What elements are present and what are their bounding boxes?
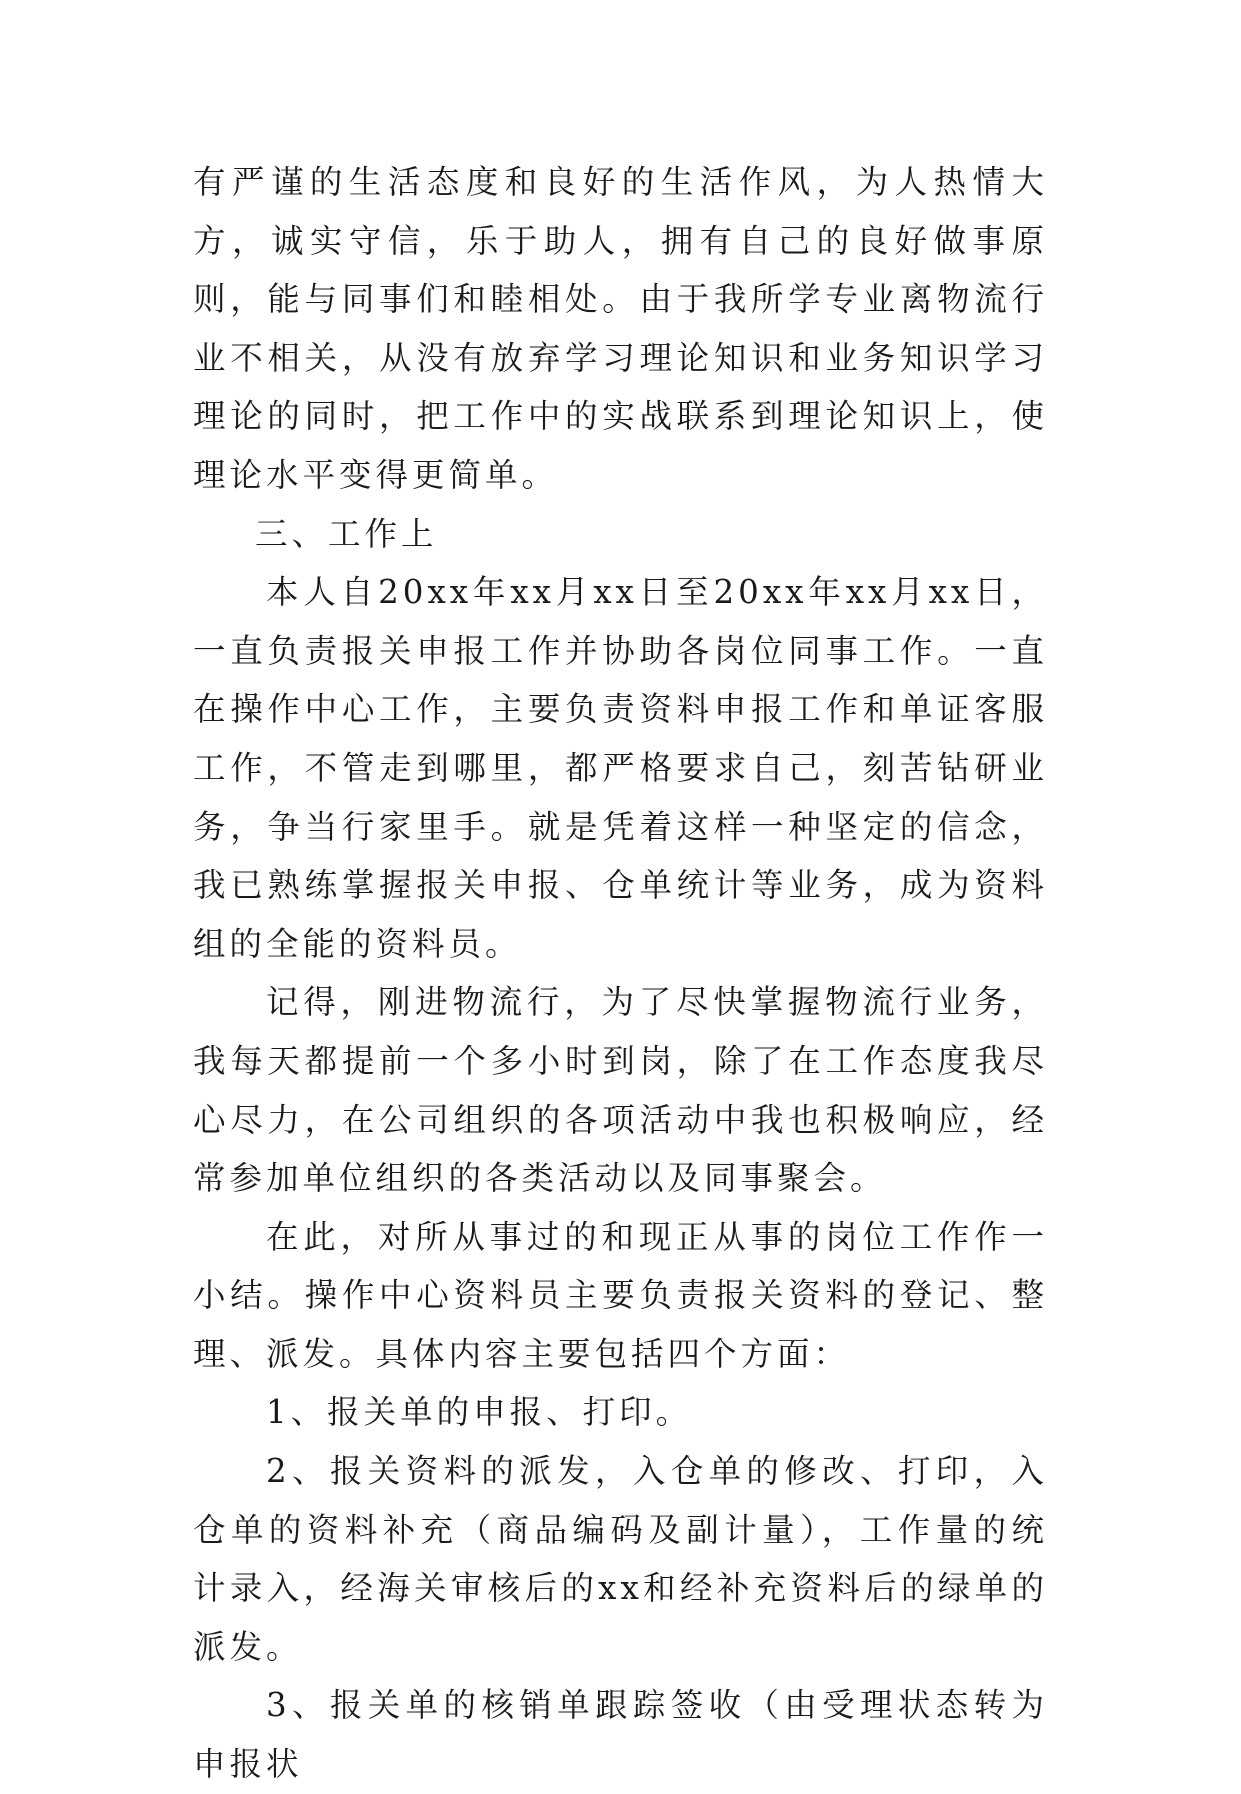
list-item-3: 3、报关单的核销单跟踪签收（由受理状态转为申报状 (193, 1686, 1048, 1784)
list-item-2: 2、报关资料的派发，入仓单的修改、打印，入仓单的资料补充（商品编码及副计量），工作量的统计录入，经海关审核后的xx和经补充资料后的绿单的派发。 (193, 1452, 1048, 1666)
section-heading-work: 三、工作上 (255, 514, 438, 553)
list-item-1: 1、报关单的申报、打印。 (266, 1393, 693, 1432)
document-body (193, 153, 1048, 1794)
paragraph-summary: 在此，对所从事过的和现正从事的岗位工作作一小结。操作中心资料员主要负责报关资料的登记、整理、派发。具体内容主要包括四个方面： (193, 1217, 1048, 1373)
paragraph-work-duties: 本人自20xx年xx月xx日至20xx年xx月xx日，一直负责报关申报工作并协助各岗位同事工作。一直在操作中心工作，主要负责资料申报工作和单证客服工作，不管走到哪里，都严格要求自己，刻苦钻研业务，争当行家里手。就是凭着这样一种坚定的信念，我已熟练掌握报关申报、仓单统计等业务，成为资料组的全能的资料员。 (193, 573, 1048, 963)
paragraph-early-days: 记得，刚进物流行，为了尽快掌握物流行业务，我每天都提前一个多小时到岗，除了在工作态度我尽心尽力，在公司组织的各项活动中我也积极响应，经常参加单位组织的各类活动以及同事聚会。 (193, 983, 1048, 1198)
paragraph-continuation: 有严谨的生活态度和良好的生活作风，为人热情大方，诚实守信，乐于助人，拥有自己的良好做事原则，能与同事们和睦相处。由于我所学专业离物流行业不相关，从没有放弃学习理论知识和业务知识学习理论的同时，把工作中的实战联系到理论知识上，使理论水平变得更简单。 (193, 163, 1048, 494)
